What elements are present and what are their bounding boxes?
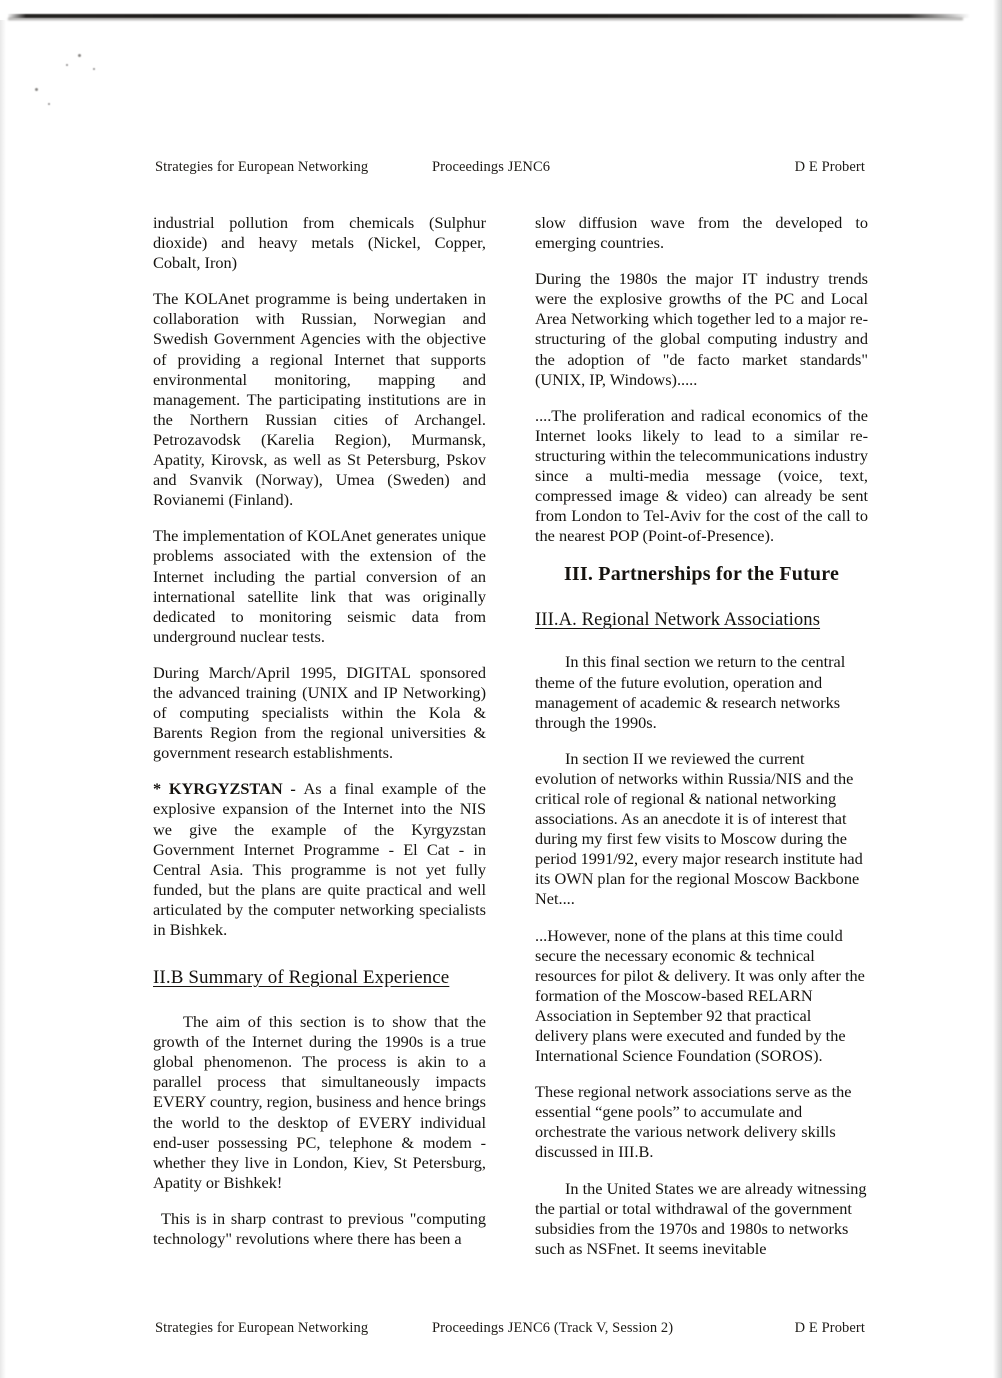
scan-speck bbox=[35, 88, 38, 91]
paragraph: During the 1980s the major IT industry trends were the explosive growths of the PC and Local Area Networking which together led to a major re-structuring of the global computing industry and the adoption of "de facto market standards" (UNIX, IP, Windows)..... bbox=[535, 269, 868, 389]
scan-edge-artifact-right bbox=[993, 0, 1002, 1378]
running-head-right: D E Probert bbox=[794, 159, 865, 175]
paragraph-text: As a final example of the explosive expansion of the Internet into the NIS we give the example of the Kyrgyzstan Government Internet Programme - El Cat - in Central Asia. This programme is not yet fully funded, but the plans are quite practical and well articulated by the computer networking specialists in Bishkek. bbox=[153, 779, 486, 939]
scan-edge-artifact-left bbox=[0, 20, 6, 1378]
heading-section-3a: III.A. Regional Network Associations bbox=[535, 609, 821, 631]
scan-speck bbox=[93, 68, 95, 70]
paragraph: This is in sharp contrast to previous "computing technology" revolutions where there has been a bbox=[153, 1208, 486, 1249]
paragraph: In section II we reviewed the current evolution of networks within Russia/NIS and the critical role of regional & national networking associations. As an anecdote it is of interest that during my first few visits to Moscow during the period 1991/92, every major research institute had its OWN plan for the regional Moscow Backbone Net.... bbox=[535, 748, 863, 909]
heading-section-2b: II.B Summary of Regional Experience bbox=[153, 967, 450, 989]
paragraph: The implementation of KOLAnet generates unique problems associated with the extension of the Internet including the partial conversion of an international satellite link that was originally dedicated to monitoring seismic data from underground nuclear tests. bbox=[153, 526, 486, 646]
paragraph-kyrgyzstan bbox=[153, 779, 486, 940]
running-foot-right: D E Probert bbox=[794, 1320, 865, 1336]
heading-section-3: III. Partnerships for the Future bbox=[563, 563, 840, 586]
running-foot-left: Strategies for European Networking bbox=[155, 1320, 369, 1336]
paragraph: slow diffusion wave from the developed to emerging countries. bbox=[535, 213, 868, 253]
running-foot-center: Proceedings JENC6 (Track V, Session 2) bbox=[432, 1320, 674, 1336]
scan-speck bbox=[48, 103, 50, 105]
running-head-left: Strategies for European Networking bbox=[155, 159, 369, 175]
body-column-left bbox=[153, 213, 486, 1249]
paragraph: industrial pollution from chemicals (Sulphur dioxide) and heavy metals (Nickel, Copper, Cobalt, Iron) bbox=[153, 213, 486, 273]
scan-edge-artifact-top-shadow bbox=[8, 18, 963, 20]
paragraph: These regional network associations serve as the essential “gene pools” to accumulate and orchestrate the various network delivery skills discussed in III.B. bbox=[535, 1082, 852, 1162]
kyrgyzstan-lead-in: * KYRGYZSTAN - bbox=[153, 779, 304, 799]
scan-speck bbox=[78, 54, 81, 57]
paragraph: During March/April 1995, DIGITAL sponsored the advanced training (UNIX and IP Networking) of computing specialists within the Kola & Barents Region from the regional universities & government research establishments. bbox=[153, 662, 486, 763]
body-column-right bbox=[535, 213, 868, 1259]
scan-speck bbox=[66, 64, 68, 66]
paragraph: ....The proliferation and radical economics of the Internet looks likely to lead to a similar re-structuring within the telecommunications industry since a multi-media message (voice, text, compressed image & video) can already be sent from London to Tel-Aviv for the cost of the call to the nearest POP (Point-of-Presence). bbox=[535, 405, 868, 546]
paragraph: In the United States we are already witnessing the partial or total withdrawal of the government subsidies from the 1970s and 1980s to networks such as NSFnet. It seems inevitable bbox=[535, 1178, 867, 1258]
paragraph: In this final section we return to the central theme of the future evolution, operation and management of academic & research networks through the 1990s. bbox=[535, 652, 846, 732]
paragraph: The KOLAnet programme is being undertaken in collaboration with Russian, Norwegian and Swedish Government Agencies with the objective of providing a regional Internet that supports environmental monitoring, mapping and management. The participating institutions are in the Northern Russian cities of Archangel. Petrozavodsk (Karelia Region), Murmansk, Apatity, Kirovsk, as well as St Petersburg, Pskov and Svanvik (Norway), Umea (Sweden) and Rovianemi (Finland). bbox=[153, 289, 486, 510]
paragraph: The aim of this section is to show that the growth of the Internet during the 1990s is a true global phenomenon. The process is akin to a parallel process that simultaneously impacts EVERY country, region, business and hence brings the world to the desktop of EVERY individual end-user possessing PC, telephone & modem - whether they live in London, Kiev, St Petersburg, Apatity or Bishkek! bbox=[153, 1012, 486, 1192]
running-head-center: Proceedings JENC6 bbox=[432, 159, 551, 175]
paragraph: ...However, none of the plans at this time could secure the necessary economic & technical resources for pilot & delivery. It was only after the formation of the Moscow-based RELARN Association in September 92 that practical delivery plans were executed and funded by the International Science Foundation (SOROS). bbox=[535, 925, 865, 1066]
